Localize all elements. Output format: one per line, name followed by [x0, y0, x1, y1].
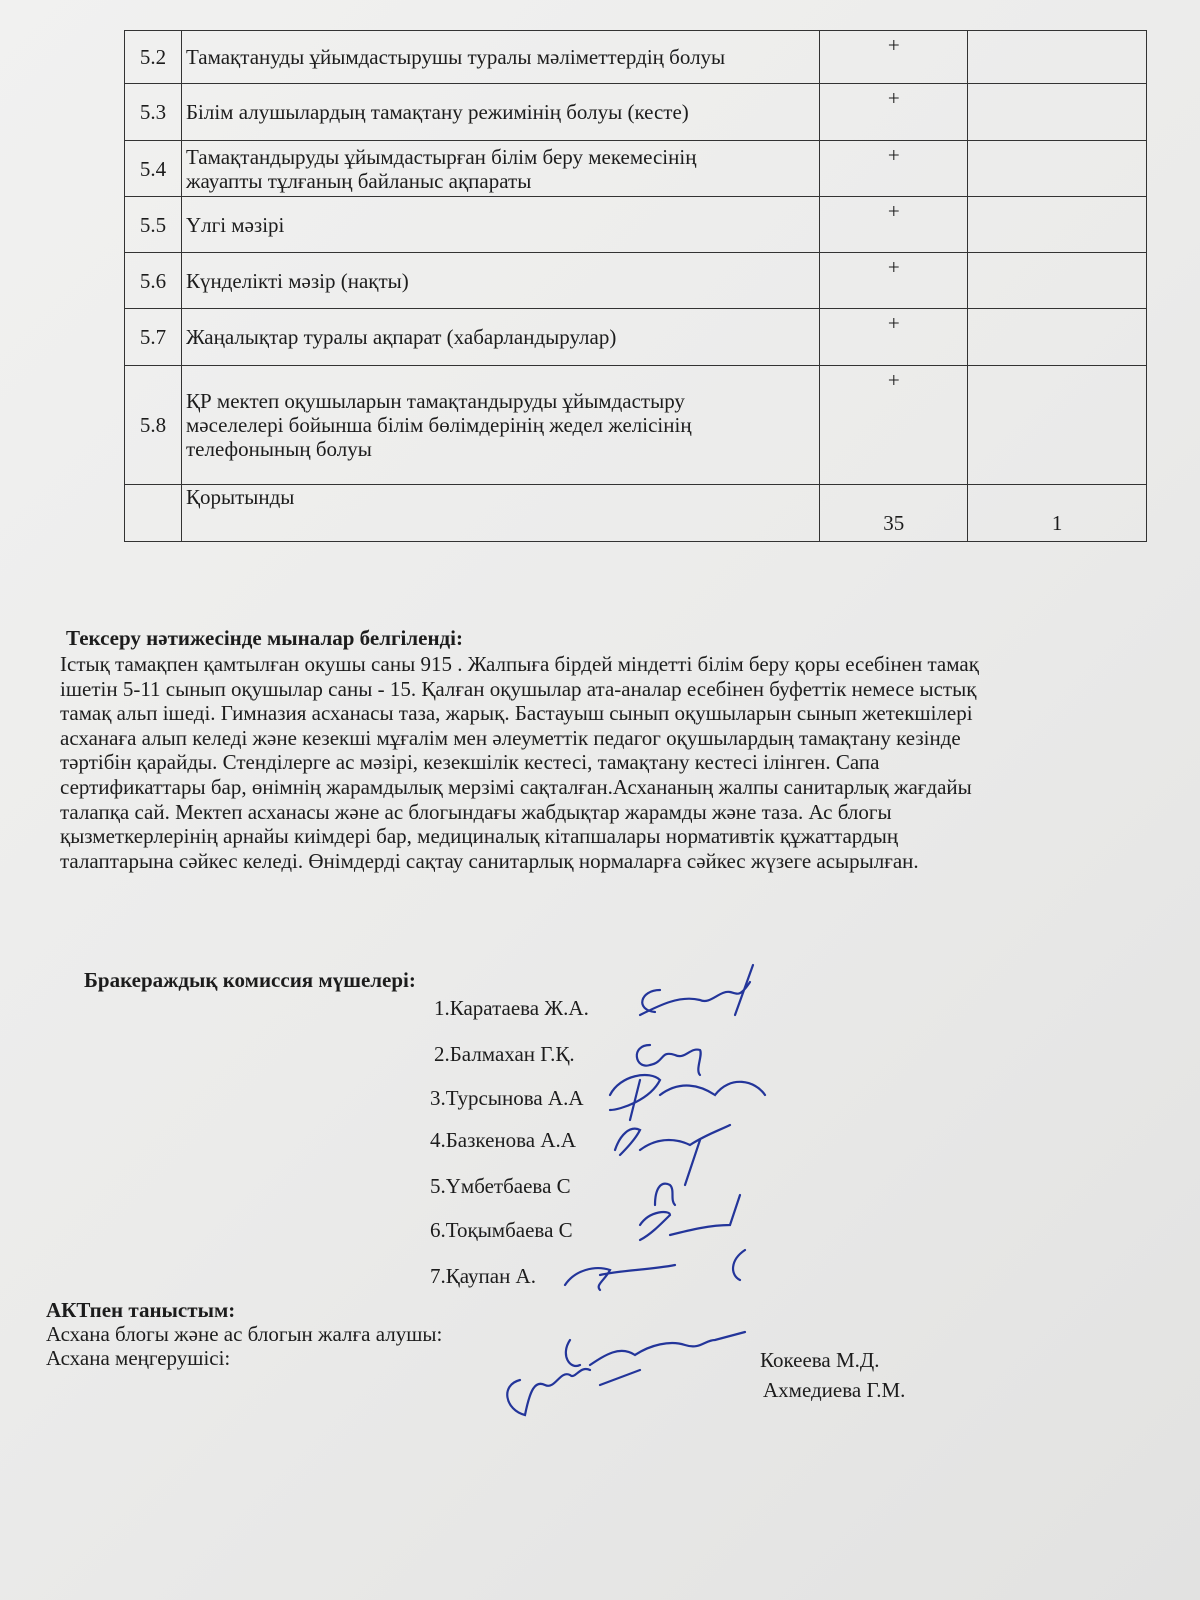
criterion-line: Білім алушылардың тамақтану режимінің болуы (кесте): [185, 100, 689, 124]
row-yes-mark: +: [820, 309, 968, 366]
row-number: 5.8: [125, 366, 182, 485]
criterion-line: телефонының болуы: [185, 437, 372, 461]
commission-member: 6.Тоқымбаева С: [430, 1218, 573, 1242]
criterion-line: Үлгі мәзірі: [185, 212, 285, 237]
row-yes-mark: +: [820, 366, 968, 485]
findings-line: тәртібін қарайды. Стенділерге ас мәзірі, кезекшілік кестесі, тамақтану кестесі ілінген. Сапа: [60, 750, 880, 775]
tenant-label: Асхана блогы және ас блогын жалға алушы:: [46, 1322, 443, 1346]
summary-no-total: 1: [968, 485, 1147, 542]
signature-1: [640, 965, 753, 1015]
criterion-line: Тамақтануды ұйымдастырушы туралы мәліметтердің болуы: [185, 45, 726, 69]
signature-manager: [507, 1369, 640, 1415]
row-yes-mark: +: [820, 197, 968, 253]
commission-member: 7.Қаупан А.: [430, 1264, 536, 1288]
summary-label: Қорытынды: [181, 485, 819, 542]
manager-name: Ахмедиева Г.М.: [763, 1378, 906, 1402]
row-yes-mark: +: [820, 31, 968, 84]
row-yes-mark: +: [820, 84, 968, 141]
findings-line: сертификаттары бар, өнімнің жарамдылық мерзімі сақталған.Асхананың жалпы санитарлық жағдайы: [60, 774, 972, 799]
row-number: 5.4: [125, 141, 182, 197]
row-yes-mark: +: [820, 253, 968, 309]
findings-line: тамақ альп ішеді. Гимназия асханасы таза, жарық. Бастауыш сынып оқушыларын сынып жетекшілері: [60, 701, 973, 726]
signature-tenant: [566, 1332, 745, 1366]
row-number: 5.7: [125, 309, 182, 366]
findings-line: талаптарына сәйкес келеді. Өнімдерді сақтау санитарлық нормаларға сәйкес жүзеге асырылған.: [60, 848, 919, 873]
criterion-line: Жаңалықтар туралы ақпарат (хабарландырулар): [185, 325, 617, 349]
criterion-line: ҚР мектеп оқушыларын тамақтандыруды ұйымдастыру: [185, 389, 685, 413]
row-number: 5.2: [125, 31, 182, 84]
signature-2: [637, 1045, 701, 1075]
criterion-line: мәселелері бойынша білім бөлімдерінің жедел желісінің: [185, 413, 692, 437]
manager-label: Асхана меңгерушісі:: [46, 1346, 231, 1370]
acknowledged-heading: АКТпен таныстым:: [46, 1298, 236, 1322]
commission-member: 2.Балмахан Г.Қ.: [434, 1042, 575, 1066]
criterion-line: Күнделікті мәзір (нақты): [185, 268, 409, 293]
commission-member: 1.Каратаева Ж.А.: [434, 996, 589, 1020]
findings-line: Істық тамақпен қамтылған окушы саны 915 . Жалпыға бірдей міндетті білім беру қоры есебінен тамақ: [60, 652, 979, 676]
row-yes-mark: +: [820, 141, 968, 197]
commission-member: 4.Базкенова А.А: [430, 1128, 576, 1152]
commission-member: 5.Үмбетбаева С: [430, 1174, 571, 1198]
signature-5: [655, 1184, 675, 1205]
row-number: 5.5: [125, 197, 182, 253]
findings-line: талапқа сай. Мектеп асханасы және ас блогындағы жабдықтар жарамды және таза. Ас блогы: [60, 799, 892, 824]
signature-4: [615, 1125, 730, 1185]
commission-heading: Бракераждық комиссия мүшелері:: [84, 968, 416, 992]
signature-7: [565, 1250, 745, 1290]
commission-member: 3.Турсынова А.А: [430, 1086, 584, 1110]
findings-heading: Тексеру нәтижесінде мыналар белгіленді:: [66, 626, 464, 650]
row-number: 5.3: [125, 84, 182, 141]
row-number: 5.6: [125, 253, 182, 309]
summary-yes-total: 35: [820, 485, 968, 542]
findings-line: ішетін 5-11 сынып оқушылар саны - 15. Қалған оқушылар ата-аналар есебінен буфеттік немесе ыстық: [60, 676, 977, 701]
criterion-line: Тамақтандыруды ұйымдастырған білім беру мекемесінің: [185, 144, 697, 169]
signature-3: [610, 1075, 765, 1120]
findings-line: асханаға алып келеді және кезекші мұғалім мен әлеуметтік педагог оқушылардың тамақтану кезінде: [60, 725, 961, 750]
criterion-line: жауапты тұлғаның байланыс ақпараты: [185, 168, 532, 193]
tenant-name: Кокеева М.Д.: [760, 1348, 880, 1372]
findings-line: қызметкерлерінің арнайы киімдері бар, медициналық кітапшалары нормативтік құжаттардың: [60, 824, 899, 849]
